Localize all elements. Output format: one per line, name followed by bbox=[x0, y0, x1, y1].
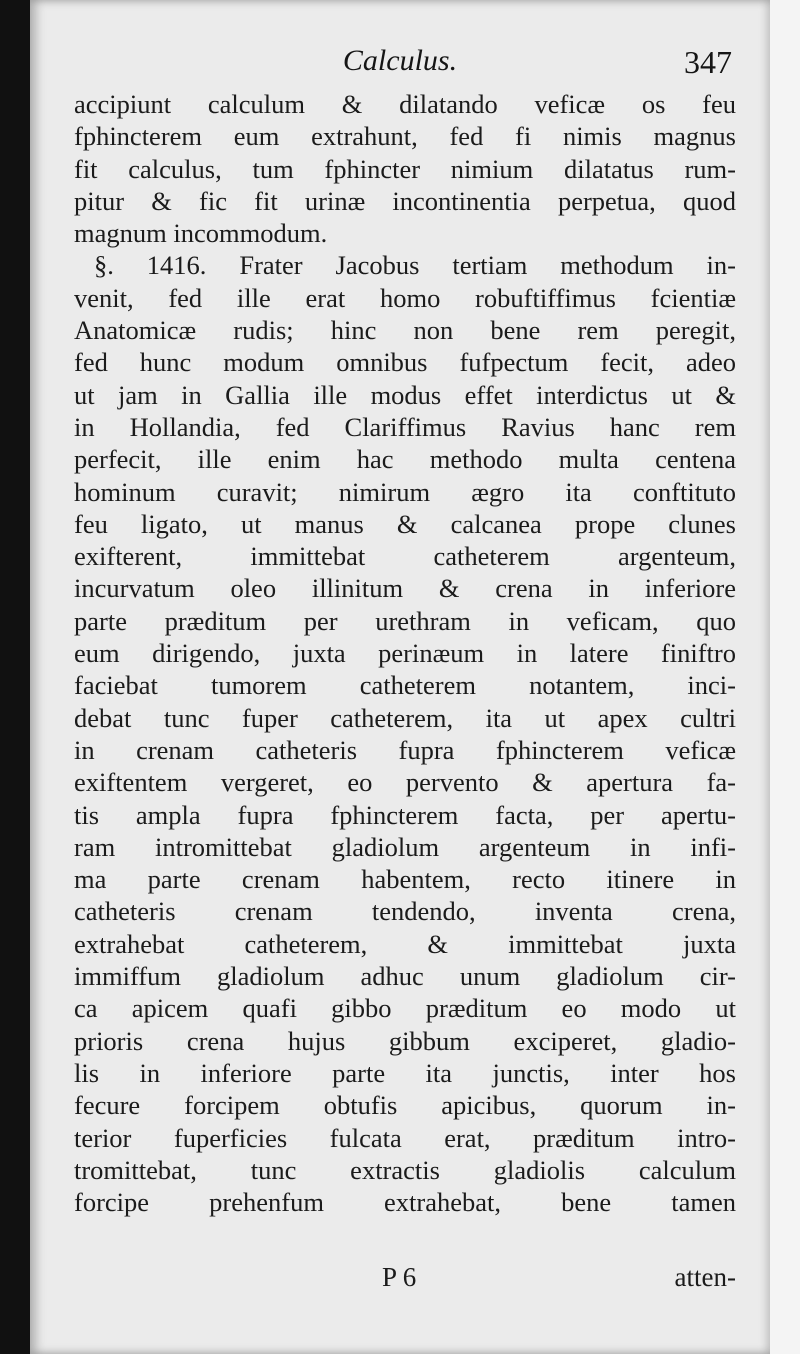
text-line: faciebat tumorem catheterem notantem, inci- bbox=[74, 670, 736, 701]
text-line: fecure forcipem obtufis apicibus, quorum in- bbox=[74, 1090, 736, 1121]
text-line: tis ampla fupra fphincterem facta, per apertu- bbox=[74, 799, 736, 830]
book-gutter-shadow bbox=[0, 0, 30, 1354]
text-line: forcipe prehenfum extrahebat, bene tamen bbox=[74, 1187, 736, 1218]
text-line: hominum curavit; nimirum ægro ita conftituto bbox=[74, 476, 736, 507]
text-line: exifterent, immittebat catheterem argenteum, bbox=[74, 541, 736, 572]
body-text bbox=[74, 88, 736, 1218]
text-line: feu ligato, ut manus & calcanea prope clunes bbox=[74, 508, 736, 539]
page-edge bbox=[770, 0, 800, 1354]
text-line: fphincterem eum extrahunt, fed fi nimis magnus bbox=[74, 121, 736, 152]
text-line: immiffum gladiolum adhuc unum gladiolum cir- bbox=[74, 961, 736, 992]
text-line: fed hunc modum omnibus fufpectum fecit, adeo bbox=[74, 347, 736, 378]
text-line: in Hollandia, fed Clariffimus Ravius hanc rem bbox=[74, 411, 736, 442]
text-line: ma parte crenam habentem, recto itinere in bbox=[74, 864, 736, 895]
text-line: pitur & fic fit urinæ incontinentia perpetua, quod bbox=[74, 185, 736, 216]
text-line: perfecit, ille enim hac methodo multa centena bbox=[74, 444, 736, 475]
text-line: venit, fed ille erat homo robuftiffimus fcientiæ bbox=[74, 282, 736, 313]
text-line: accipiunt calculum & dilatando veficæ os feu bbox=[74, 89, 736, 119]
printer-signature-mark: P 6 bbox=[382, 1262, 417, 1292]
catchword: atten- bbox=[674, 1262, 736, 1292]
text-line: Anatomicæ rudis; hinc non bene rem peregit, bbox=[74, 315, 736, 346]
text-line: lis in inferiore parte ita junctis, inter hos bbox=[74, 1057, 736, 1088]
page-footer bbox=[74, 1262, 736, 1298]
page-number: 347 bbox=[684, 44, 732, 80]
text-line: terior fuperficies fulcata erat, præditum intro- bbox=[74, 1122, 736, 1153]
text-line: parte præditum per urethram in veficam, quo bbox=[74, 605, 736, 636]
text-line: ut jam in Gallia ille modus effet interdictus ut & bbox=[74, 379, 736, 410]
text-line: magnum incommodum. bbox=[74, 218, 328, 249]
page-header bbox=[30, 44, 770, 88]
running-title: Calculus. bbox=[342, 44, 458, 77]
text-line: ca apicem quafi gibbo præditum eo modo ut bbox=[74, 993, 736, 1024]
text-line: debat tunc fuper catheterem, ita ut apex cultri bbox=[74, 702, 736, 733]
text-line: exiftentem vergeret, eo pervento & apertura fa- bbox=[74, 767, 736, 798]
text-line: tromittebat, tunc extractis gladiolis calculum bbox=[74, 1154, 736, 1185]
text-line: incurvatum oleo illinitum & crena in inferiore bbox=[74, 573, 736, 604]
text-line: catheteris crenam tendendo, inventa crena, bbox=[74, 896, 736, 927]
text-line: ram intromittebat gladiolum argenteum in infi- bbox=[74, 831, 736, 862]
paragraph-start-line: §. 1416. Frater Jacobus tertiam methodum in- bbox=[94, 250, 736, 281]
text-line: extrahebat catheterem, & immittebat juxta bbox=[74, 928, 736, 959]
text-line: eum dirigendo, juxta perinæum in latere finiftro bbox=[74, 638, 736, 669]
text-line: prioris crena hujus gibbum exciperet, gladio- bbox=[74, 1025, 736, 1056]
text-line: fit calculus, tum fphincter nimium dilatatus rum- bbox=[74, 153, 736, 184]
text-line: in crenam catheteris fupra fphincterem veficæ bbox=[74, 734, 736, 765]
